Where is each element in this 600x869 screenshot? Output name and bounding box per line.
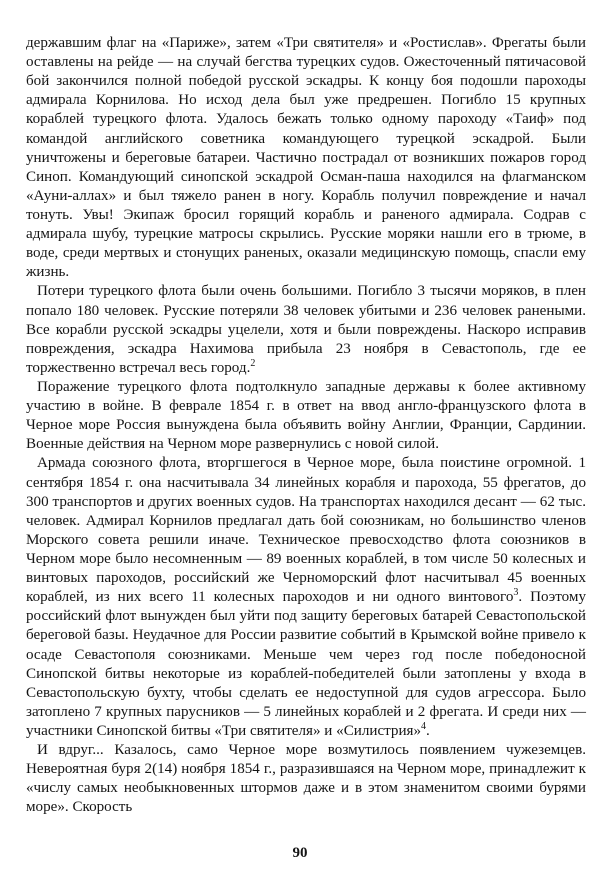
paragraph-3 <box>26 378 586 454</box>
paragraph-5 <box>26 741 586 817</box>
paragraph-2 <box>26 282 586 378</box>
paragraph-1 <box>26 34 586 282</box>
paragraph-4 <box>26 454 586 741</box>
footnote-marker-4: 4 <box>421 720 427 732</box>
page-number: 90 <box>292 845 308 861</box>
footnote-marker-3: 3 <box>513 587 519 599</box>
paragraph-5-text: И вдруг... Казалось, само Черное море возмутилось появлением чужеземцев. Невероятная буря 2(14) ноября 1854 г., разразившаяся на Черном море, принадлежит к «числу самых необыкновенных штормов даже и в этом знаменитом своими бурями море». Скорость <box>26 742 586 816</box>
page-body <box>26 34 586 817</box>
paragraph-4-text-a: Армада союзного флота, вторгшегося в Черное море, была поистине огромной. 1 сентября 1854 г. она насчитывала 34 линейных корабля и парохода, 55 фрегатов, до 300 транспортов и других военных судов. На транспортах находился десант — 62 тыс. человек. Адмирал Корнилов предлагал дать бой союзникам, но большинство членов Морского совета решили иначе. Техническое превосходство флота союзников в Черном море было несомненным — 89 военных кораблей, в том числе 50 колесных и винтовых пароходов, российский же Черноморский флот насчитывал 45 военных кораблей, из них всего 11 колесных пароходов и ни одного винтового <box>26 455 586 606</box>
paragraph-3-text: Поражение турецкого флота подтолкнуло западные державы к более активному участию в войне. В феврале 1854 г. в ответ на ввод англо-французского флота в Черное море Россия вынуждена была объявить войну Англии, Франции, Сардинии. Военные действия на Черном море развернулись с новой силой. <box>26 378 586 453</box>
paragraph-4-text-b: . Поэтому российский флот вынужден был уйти под защиту береговых батарей Севастопольской береговой базы. Неудачное для России развитие событий в Крымской войне привело к осаде Севастополя союзниками. Меньше чем через год после победоносной Синопской битвы некоторые из кораблей-победителей были затоплены у входа в Севастопольскую бухту, чтобы сделать ее недоступной для судов агрессора. Было затоплено 7 крупных парусников — 5 линейных кораблей и 2 фрегата. И среди них — участники Синопской битвы «Три святителя» и «Силистрия» <box>26 589 586 739</box>
paragraph-4-text-c: . <box>426 722 430 739</box>
paragraph-2-text: Потери турецкого флота были очень большими. Погибло 3 тысячи моряков, в плен попало 180 человек. Русские потеряли 38 человек убитыми и 236 человек ранеными. Все корабли русской эскадры уцелели, хотя и были повреждены. Наскоро исправив повреждения, эскадра Нахимова прибыла 23 ноября в Севастополь, где ее торжественно встречал весь город. <box>26 283 586 376</box>
paragraph-1-text: державшим флаг на «Париже», затем «Три святителя» и «Ростислав». Фрегаты были оставлены на рейде — на случай бегства турецких судов. Ожесточенный пятичасовой бой закончился полной победой русской эскадры. К концу боя подошли пароходы адмирала Корнилова. Но исход дела был уже предрешен. Погибло 15 крупных кораблей турецкого флота. Удалось бежать только одному пароходу «Таиф» под командой английского советника командующего турецкой эскадрой. Были уничтожены и береговые батареи. Частично пострадал от возникших пожаров город Синоп. Командующий синопской эскадрой Осман-паша находился на флагманском «Ауни-аллах» и был тяжело ранен в ногу. Корабль получил повреждение и начал тонуть. Увы! Экипаж бросил горящий корабль и раненого адмирала. Содрав с адмирала шубу, турецкие матросы скрылись. Русские моряки нашли его в трюме, в воде, среди мертвых и стонущих раненых, оказали медицинскую помощь, спасли ему жизнь. <box>26 35 586 281</box>
footnote-marker-2: 2 <box>250 357 256 369</box>
